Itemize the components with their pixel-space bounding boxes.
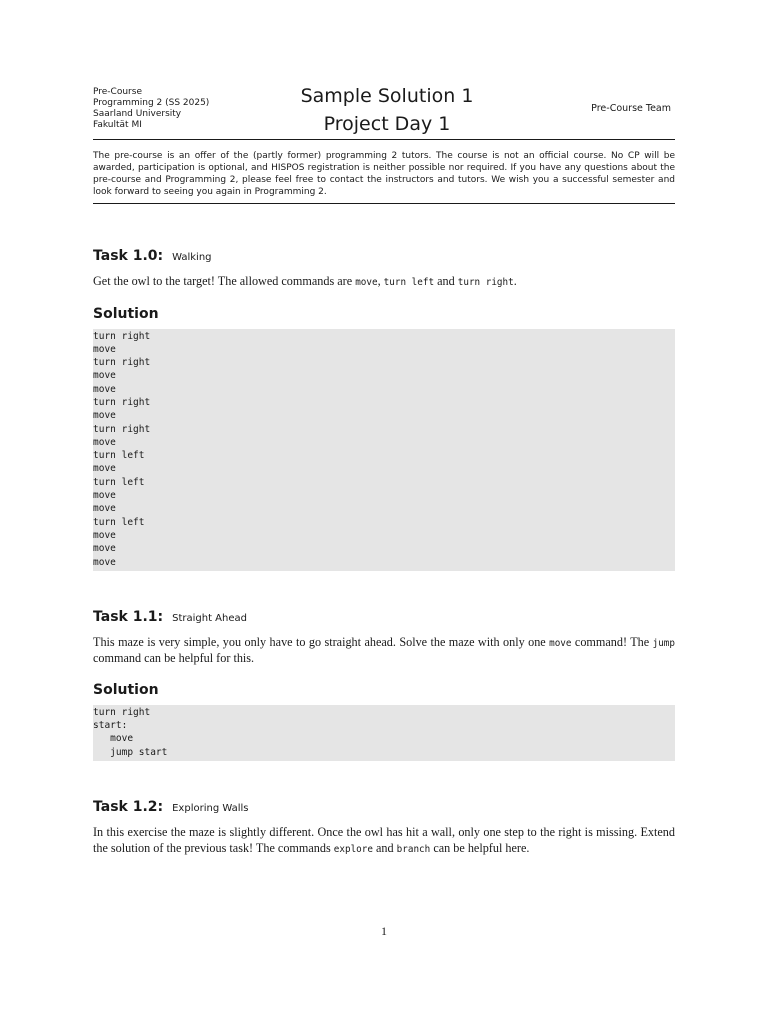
code-line: move xyxy=(93,503,116,515)
text-segment: . xyxy=(513,274,517,288)
inline-code: branch xyxy=(396,843,431,855)
disclaimer-text: The pre-course is an offer of the (partly former) programming 2 tutors. The course is not an official course. No CP will be awarded, participation is optional, and HISPOS registration is neither possible nor required. If you have any questions about the pre-course and Programming 2, please feel free to contact the instructors and tutors. We wish you a successful semester and look forward to seeing you again in Programming 2. xyxy=(93,151,675,197)
team-name: Pre-Course Team xyxy=(591,103,671,114)
course-info-line: Saarland University xyxy=(93,109,182,119)
code-line: turn left xyxy=(93,476,145,488)
page-number: 1 xyxy=(381,924,387,938)
code-line: move xyxy=(93,529,116,541)
code-line: move xyxy=(93,733,134,745)
course-info xyxy=(93,87,209,131)
task-description xyxy=(93,274,675,291)
text-segment: , xyxy=(377,274,384,288)
text-segment: and xyxy=(372,840,397,855)
text-segment: This maze is very simple, you only have to go straight ahead. Solve the maze with only one xyxy=(93,634,550,649)
solution-heading: Solution xyxy=(93,681,159,698)
document-title xyxy=(293,82,481,138)
course-info-line: Pre-Course xyxy=(93,87,142,97)
text-segment: command can be helpful for this. xyxy=(93,651,255,666)
code-line: turn right xyxy=(93,330,151,342)
code-line: turn left xyxy=(93,450,145,462)
solution-code-block xyxy=(93,705,675,761)
inline-code: move xyxy=(355,277,378,288)
code-line: turn right xyxy=(93,357,151,369)
code-line: turn left xyxy=(93,516,145,528)
title-line-2: Project Day 1 xyxy=(323,113,451,135)
task-title: Straight Ahead xyxy=(172,612,247,624)
disclaimer-rule xyxy=(93,203,675,204)
inline-code: explore xyxy=(333,843,373,855)
code-line: move xyxy=(93,556,116,568)
task-title: Exploring Walls xyxy=(172,803,249,815)
task-number: Task 1.1: xyxy=(93,608,164,625)
course-info-line: Programming 2 (SS 2025) xyxy=(93,98,210,108)
text-segment: Get the owl to the target! The allowed commands are xyxy=(93,274,356,288)
inline-code: jump xyxy=(652,637,675,649)
task-heading xyxy=(93,609,675,625)
inline-code: turn left xyxy=(383,277,435,288)
code-line: jump start xyxy=(93,746,168,758)
course-info-line: Fakultät MI xyxy=(93,120,142,130)
solution-heading: Solution xyxy=(93,305,159,322)
inline-code: move xyxy=(549,637,572,649)
code-line: move xyxy=(93,383,116,395)
title-line-1: Sample Solution 1 xyxy=(300,85,474,107)
code-line: move xyxy=(93,543,116,555)
task-title: Walking xyxy=(172,252,212,263)
code-line: move xyxy=(93,410,116,422)
text-segment: can be helpful here. xyxy=(430,840,530,855)
code-line: move xyxy=(93,370,116,382)
code-line: turn right xyxy=(93,396,151,408)
task-heading xyxy=(93,799,675,815)
code-line: turn right xyxy=(93,706,151,718)
text-segment: command! The xyxy=(571,634,653,649)
inline-code: turn right xyxy=(457,277,514,288)
task-heading xyxy=(93,248,675,264)
text-segment: and xyxy=(434,274,458,288)
task-description xyxy=(93,825,675,857)
text-segment: In this exercise the maze is slightly different. Once the owl has hit a wall, only one step to the right is missing. Extend the solution of the previous task! The commands xyxy=(93,825,675,855)
code-line: move xyxy=(93,490,116,502)
task-description xyxy=(93,635,675,667)
code-line: move xyxy=(93,436,116,448)
task-number: Task 1.0: xyxy=(93,248,164,264)
solution-code-block xyxy=(93,329,675,571)
code-line: move xyxy=(93,343,116,355)
code-line: move xyxy=(93,463,116,475)
page-header xyxy=(93,82,675,138)
code-line: start: xyxy=(93,720,128,732)
task-number: Task 1.2: xyxy=(93,799,164,816)
document-page xyxy=(93,82,675,857)
code-line: turn right xyxy=(93,423,151,435)
